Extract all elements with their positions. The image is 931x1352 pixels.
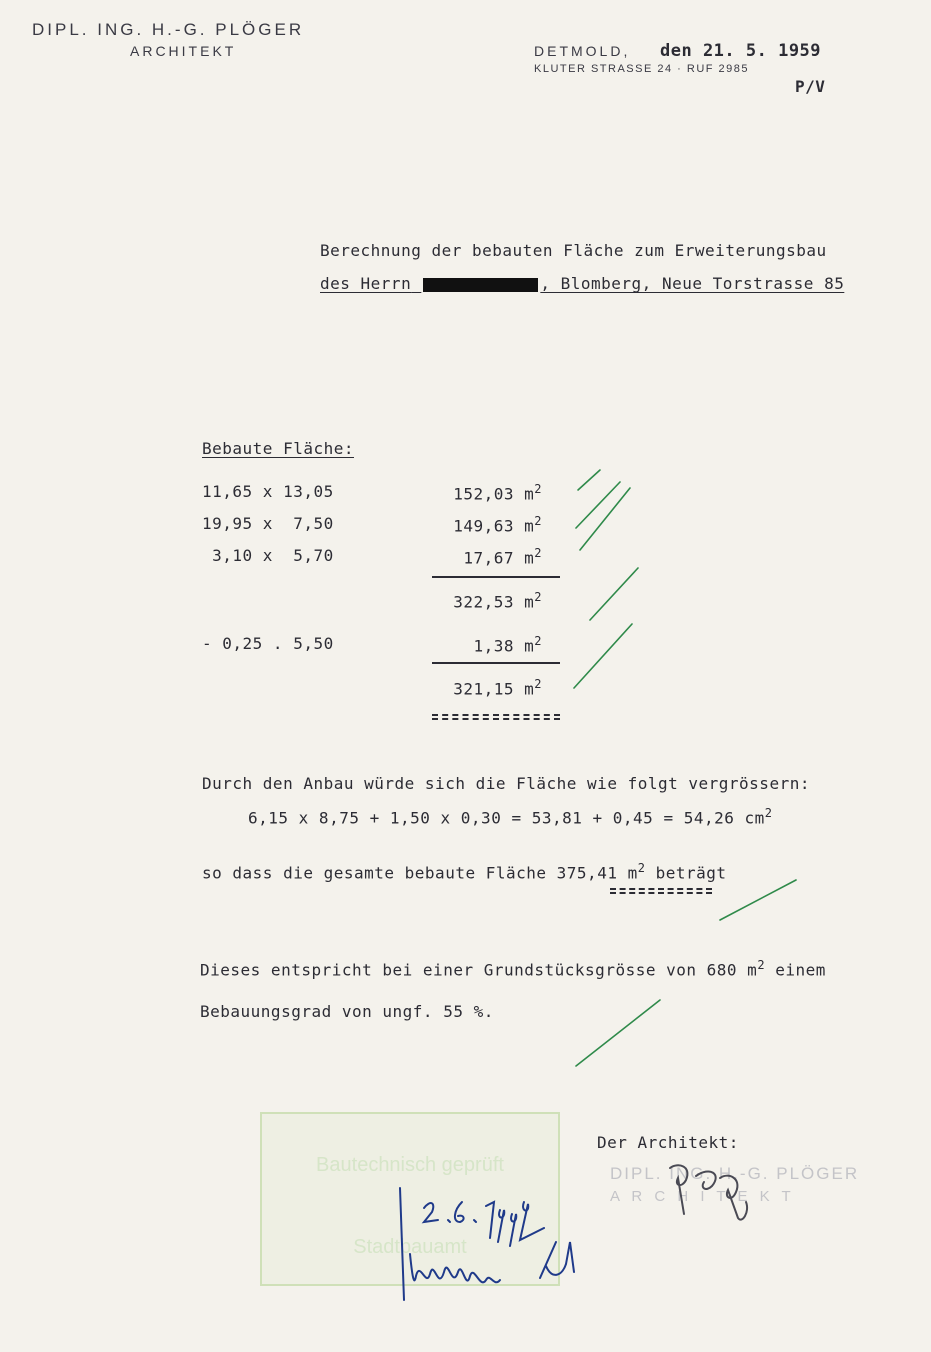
handwritten-approval [390, 1180, 610, 1320]
total-area-prefix: so dass die gesamte bebaute Fläche [202, 863, 547, 883]
subject-line-1: Berechnung der bebauten Fläche zum Erweiterungsbau [320, 241, 827, 260]
sum-rule [432, 576, 560, 578]
calc-row-formula: 11,65 x 13,05 [202, 482, 334, 501]
calc-row-formula: 19,95 x 7,50 [202, 514, 334, 533]
date-digit-6 [455, 1202, 464, 1222]
check-mark-icon [578, 470, 600, 490]
letterhead-title: ARCHITEKT [130, 43, 237, 59]
margin-stroke [400, 1188, 404, 1300]
calc-row-result-text: 152,03 m [453, 484, 535, 504]
calc-row-result-exponent: 2 [534, 514, 542, 528]
reference-code: P/V [795, 77, 826, 96]
calc-row-result [420, 514, 542, 535]
ratio-line-1-text: Dieses entspricht bei einer Grundstücksgrösse von 680 m [200, 960, 758, 980]
signature-initials [540, 1242, 574, 1278]
total-double-underline [432, 714, 560, 720]
subject-line-2 [320, 274, 844, 293]
architect-signature [650, 1158, 780, 1230]
calc-deduction-exponent: 2 [534, 634, 542, 648]
subject-prefix: des Herrn [320, 274, 412, 293]
signature-strokes [670, 1165, 747, 1219]
letterhead-name: DIPL. ING. H.-G. PLÖGER [32, 20, 305, 39]
extension-intro: Durch den Anbau würde sich die Fläche wie folgt vergrössern: [202, 774, 810, 793]
calculation-heading: Bebaute Fläche: [202, 439, 354, 458]
ratio-exponent: 2 [757, 958, 766, 972]
calc-row-result [420, 482, 542, 503]
date-dot [474, 1220, 476, 1222]
date-year [486, 1202, 544, 1246]
calc-subtotal-exponent: 2 [534, 590, 542, 604]
redaction-bar [423, 278, 538, 292]
calc-total-text: 321,15 m [453, 679, 535, 699]
calc-total [420, 677, 542, 698]
calc-row-result-text: 17,67 m [463, 548, 535, 568]
signature-label: Der Architekt: [597, 1133, 739, 1152]
stamp-line-2: Stadtbauamt [353, 1236, 467, 1258]
total-area-suffix: beträgt [655, 863, 727, 883]
check-mark-icon [576, 1000, 660, 1066]
difference-rule [432, 662, 560, 664]
document-date: den 21. 5. 1959 [660, 41, 822, 61]
calc-deduction-result [420, 634, 542, 655]
date-dot [448, 1220, 450, 1222]
total-area-value: 375,41 m [556, 863, 638, 883]
calc-row-result [420, 546, 542, 567]
check-mark-icon [576, 482, 620, 528]
letterhead-address: KLUTER STRASSE 24 · RUF 2985 [534, 63, 750, 75]
check-mark-icon [720, 880, 796, 920]
architect-stamp-line-2: A R C H I T E K T [610, 1188, 795, 1205]
calc-subtotal [420, 590, 542, 611]
calc-row-result-exponent: 2 [534, 546, 542, 560]
signature-scribble [410, 1254, 500, 1282]
calc-deduction-text: 1,38 m [473, 636, 535, 656]
calc-subtotal-text: 322,53 m [453, 592, 535, 612]
subject-suffix: , Blomberg, Neue Torstrasse 85 [540, 274, 845, 293]
calc-deduction-formula: - 0,25 . 5,50 [202, 634, 334, 653]
total-area-exponent: 2 [637, 861, 646, 875]
stamp-line-1: Bautechnisch geprüft [316, 1154, 504, 1176]
architect-stamp-line-1: DIPL. ING. H.-G. PLÖGER [610, 1164, 860, 1183]
ratio-line-2: Bebauungsgrad von ungf. 55 %. [200, 1002, 494, 1021]
extension-exponent: 2 [764, 806, 773, 820]
extension-formula-text: 6,15 x 8,75 + 1,50 x 0,30 = 53,81 + 0,45 = 54,26 cm [248, 808, 765, 828]
ratio-line-1-end: einem [775, 960, 826, 980]
check-mark-icon [590, 568, 638, 620]
letterhead-city: DETMOLD, [534, 43, 631, 59]
calc-total-exponent: 2 [534, 677, 542, 691]
calc-row-result-text: 149,63 m [453, 516, 535, 536]
check-mark-icon [574, 624, 632, 688]
check-marks [560, 460, 900, 1100]
calc-row-result-exponent: 2 [534, 482, 542, 496]
calc-row-formula: 3,10 x 5,70 [202, 546, 334, 565]
date-digit-2 [424, 1203, 438, 1222]
